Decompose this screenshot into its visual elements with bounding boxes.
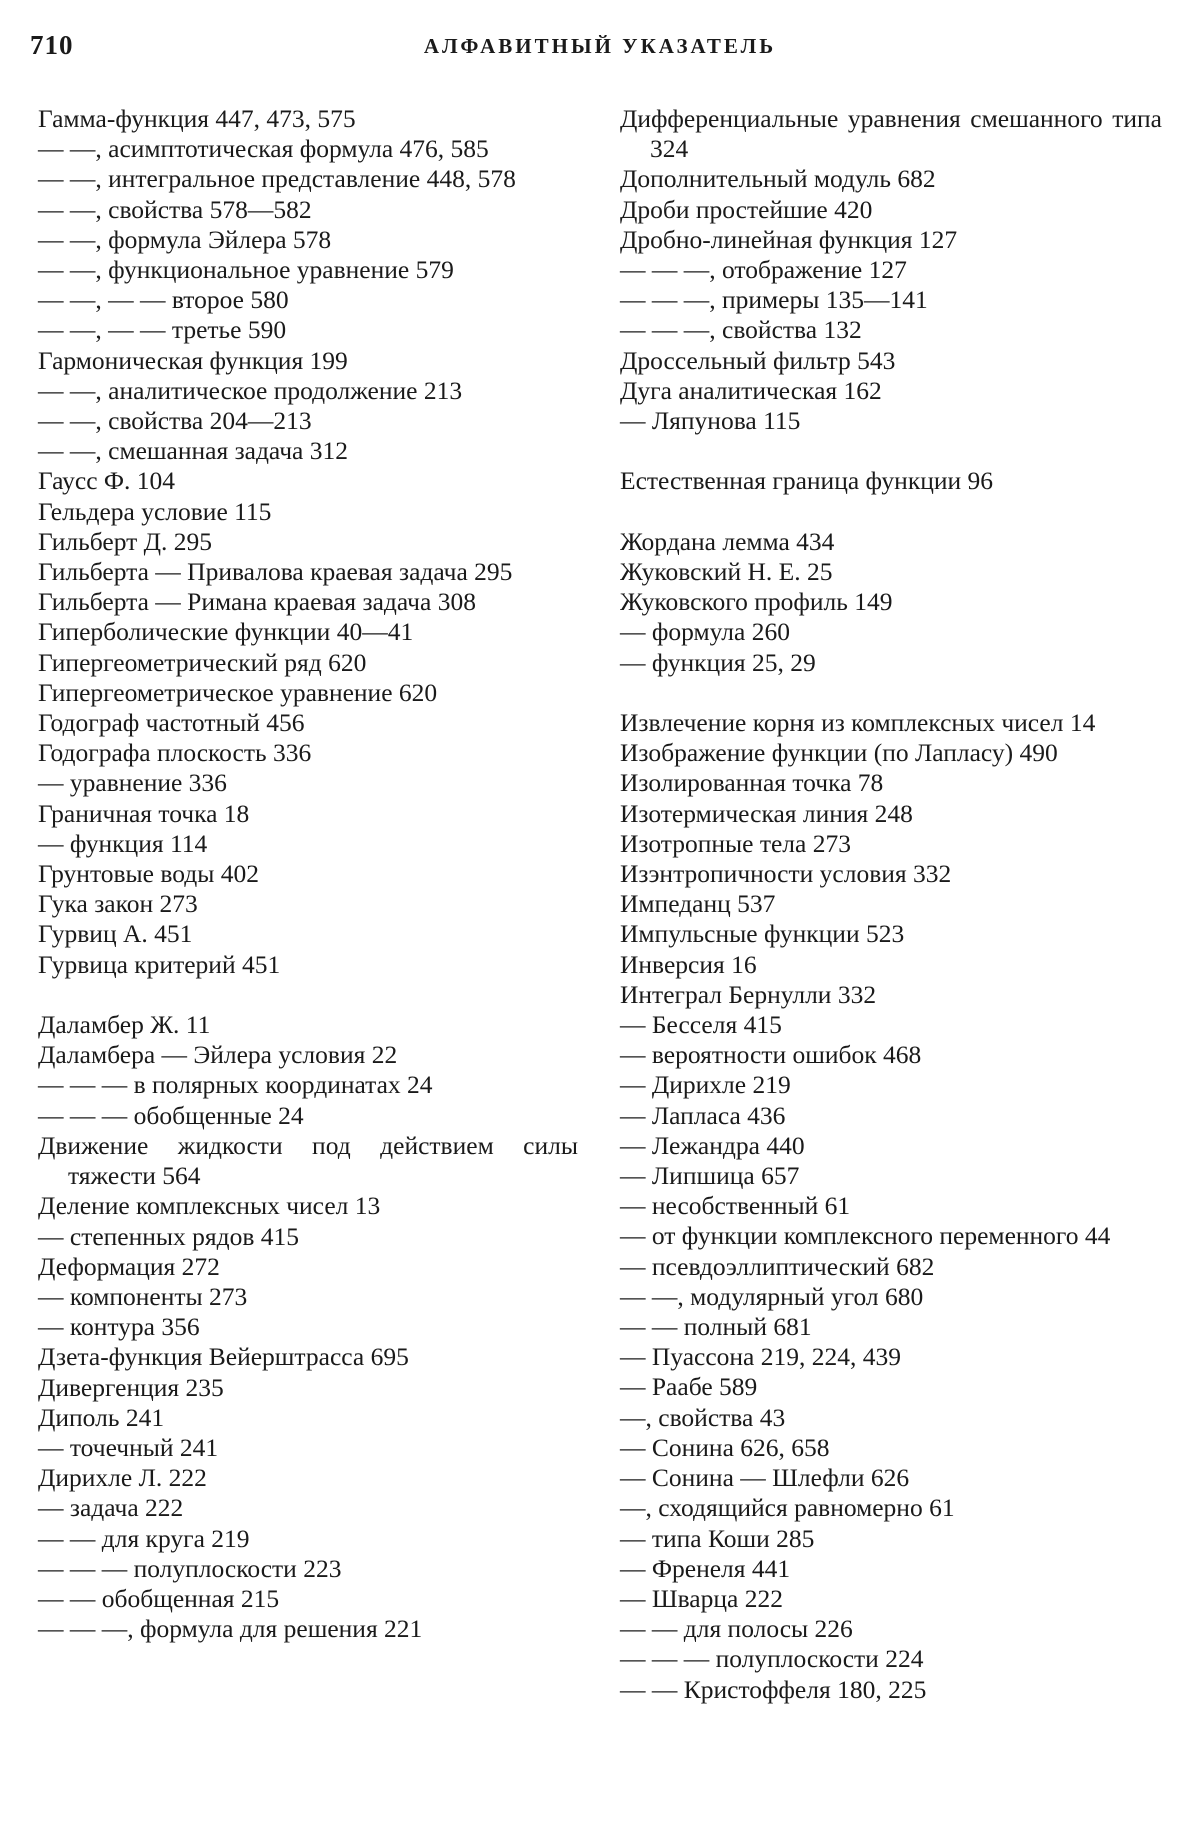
index-entry: Гельдера условие 115 [38, 496, 272, 526]
index-entry: — Дирихле 219 [620, 1070, 791, 1100]
index-entry: Дифференциальные уравнения смешанного типа 324 [620, 104, 1162, 164]
index-entry: Дроби простейшие 420 [620, 194, 873, 224]
index-entry: Дзета-функция Вейерштрасса 695 [38, 1342, 409, 1372]
index-entry: — —, свойства 578—582 [38, 194, 312, 224]
index-entry: — —, — — третье 590 [38, 315, 287, 345]
index-entry: Изолированная точка 78 [620, 768, 884, 798]
section-gap [620, 436, 1162, 466]
index-entry: — — — полуплоскости 224 [620, 1644, 924, 1674]
index-entry: — —, функциональное уравнение 579 [38, 255, 454, 285]
index-entry: Изотропные тела 273 [620, 828, 851, 858]
index-entry: Гука закон 273 [38, 889, 198, 919]
index-entry: —, свойства 43 [620, 1402, 786, 1432]
index-entry: — точечный 241 [38, 1432, 219, 1462]
page-number: 710 [30, 30, 74, 60]
index-entry: — степенных рядов 415 [38, 1221, 300, 1251]
index-entry: — — Кристоффеля 180, 225 [620, 1674, 927, 1704]
index-entry: — Раабе 589 [620, 1372, 758, 1402]
index-entry: Гильберта — Римана краевая задача 308 [38, 587, 476, 617]
section-gap [38, 980, 578, 1010]
index-entry: — компоненты 273 [38, 1281, 248, 1311]
index-entry: Даламбер Ж. 11 [38, 1010, 211, 1040]
index-entry: Гурвиц А. 451 [38, 919, 193, 949]
index-entry: — вероятности ошибок 468 [620, 1040, 922, 1070]
index-entry: — — — полуплоскости 223 [38, 1553, 342, 1583]
index-entry: Жуковский Н. Е. 25 [620, 557, 833, 587]
index-entry: — Сонина — Шлефли 626 [620, 1463, 910, 1493]
index-entry: — —, — — второе 580 [38, 285, 289, 315]
index-entry: — несобственный 61 [620, 1191, 851, 1221]
index-entry: Изображение функции (по Лапласу) 490 [620, 738, 1058, 768]
index-entry: Инверсия 16 [620, 949, 757, 979]
index-entry: — —, интегральное представление 448, 578 [38, 164, 516, 194]
index-entry: — — для полосы 226 [620, 1614, 853, 1644]
index-entry: Жуковского профиль 149 [620, 587, 893, 617]
index-entry: Гаусс Ф. 104 [38, 466, 176, 496]
index-entry: Дробно-линейная функция 127 [620, 224, 958, 254]
running-head [30, 30, 1170, 70]
index-entry: Импеданц 537 [620, 889, 776, 919]
index-entry: Гипергеометрический ряд 620 [38, 647, 367, 677]
index-entry: Деформация 272 [38, 1251, 220, 1281]
index-entry: — типа Коши 285 [620, 1523, 815, 1553]
index-entry: — функция 25, 29 [620, 647, 816, 677]
index-entry: — — обобщенная 215 [38, 1583, 280, 1613]
index-entry: — Липшица 657 [620, 1161, 800, 1191]
index-entry: — —, смешанная задача 312 [38, 436, 348, 466]
index-entry: — Шварца 222 [620, 1583, 783, 1613]
index-entry: Извлечение корня из комплексных чисел 14 [620, 708, 1096, 738]
index-entry: — — — обобщенные 24 [38, 1100, 304, 1130]
index-entry: — формула 260 [620, 617, 790, 647]
index-entry: Импульсные функции 523 [620, 919, 905, 949]
index-entry: Дуга аналитическая 162 [620, 375, 882, 405]
section-gap [620, 678, 1162, 708]
index-entry: Интеграл Бернулли 332 [620, 979, 877, 1009]
index-entry: Гипергеометрическое уравнение 620 [38, 677, 438, 707]
index-entry: — Лапласа 436 [620, 1100, 786, 1130]
index-entry: — — для круга 219 [38, 1523, 250, 1553]
index-entry: Гиперболические функции 40—41 [38, 617, 414, 647]
index-entry: — — —, отображение 127 [620, 255, 907, 285]
index-entry: Изэнтропичности условия 332 [620, 859, 952, 889]
index-entry: — Лежандра 440 [620, 1130, 805, 1160]
index-entry: — Ляпунова 115 [620, 406, 801, 436]
index-entry: Гурвица критерий 451 [38, 949, 281, 979]
index-entry: Даламбера — Эйлера условия 22 [38, 1040, 398, 1070]
index-entry: —, сходящийся равномерно 61 [620, 1493, 955, 1523]
index-entry: — контура 356 [38, 1312, 200, 1342]
index-entry: — Сонина 626, 658 [620, 1432, 830, 1462]
index-entry: — —, аналитическое продолжение 213 [38, 375, 463, 405]
index-entry: — — —, формула для решения 221 [38, 1614, 423, 1644]
index-entry: Движение жидкости под действием силы тяжести 564 [38, 1130, 578, 1191]
index-entry: Дополнительный модуль 682 [620, 164, 936, 194]
index-entry: Граничная точка 18 [38, 798, 250, 828]
index-entry: — Френеля 441 [620, 1553, 791, 1583]
index-entry: — Пуассона 219, 224, 439 [620, 1342, 901, 1372]
index-entry: Диполь 241 [38, 1402, 165, 1432]
index-entry: Дирихле Л. 222 [38, 1463, 207, 1493]
index-entry: — —, модулярный угол 680 [620, 1281, 924, 1311]
index-entry: — —, формула Эйлера 578 [38, 224, 332, 254]
index-entry: Гильберт Д. 295 [38, 526, 213, 556]
index-entry: — Бесселя 415 [620, 1010, 782, 1040]
index-entry: — — —, свойства 132 [620, 315, 862, 345]
index-entry: Грунтовые воды 402 [38, 859, 259, 889]
index-entry: Дроссельный фильтр 543 [620, 345, 896, 375]
index-entry: — задача 222 [38, 1493, 184, 1523]
index-column-left [38, 104, 578, 1644]
index-entry: — — —, примеры 135—141 [620, 285, 928, 315]
index-entry: Годограф частотный 456 [38, 708, 305, 738]
index-entry: Гильберта — Привалова краевая задача 295 [38, 557, 513, 587]
index-entry: Жордана лемма 434 [620, 526, 835, 556]
index-entry: Годографа плоскость 336 [38, 738, 312, 768]
index-entry: — псевдоэллиптический 682 [620, 1251, 935, 1281]
page-title: АЛФАВИТНЫЙ УКАЗАТЕЛЬ [423, 34, 777, 58]
index-entry: — уравнение 336 [38, 768, 227, 798]
index-entry: Дивергенция 235 [38, 1372, 224, 1402]
index-entry: Естественная граница функции 96 [620, 466, 994, 496]
index-entry: — — полный 681 [620, 1312, 812, 1342]
section-gap [620, 497, 1162, 527]
index-entry: — —, асимптотическая формула 476, 585 [38, 134, 489, 164]
index-entry: — —, свойства 204—213 [38, 406, 312, 436]
index-column-right [620, 104, 1162, 1705]
index-entry: — функция 114 [38, 828, 208, 858]
index-entry: Гармоническая функция 199 [38, 345, 348, 375]
index-entry: Изотермическая линия 248 [620, 798, 913, 828]
index-entry: Гамма-функция 447, 473, 575 [38, 104, 356, 133]
index-entry: Деление комплексных чисел 13 [38, 1191, 381, 1221]
index-entry: — от функции комплексного переменного 44 [620, 1221, 1111, 1251]
index-entry: — — — в полярных координатах 24 [38, 1070, 433, 1100]
